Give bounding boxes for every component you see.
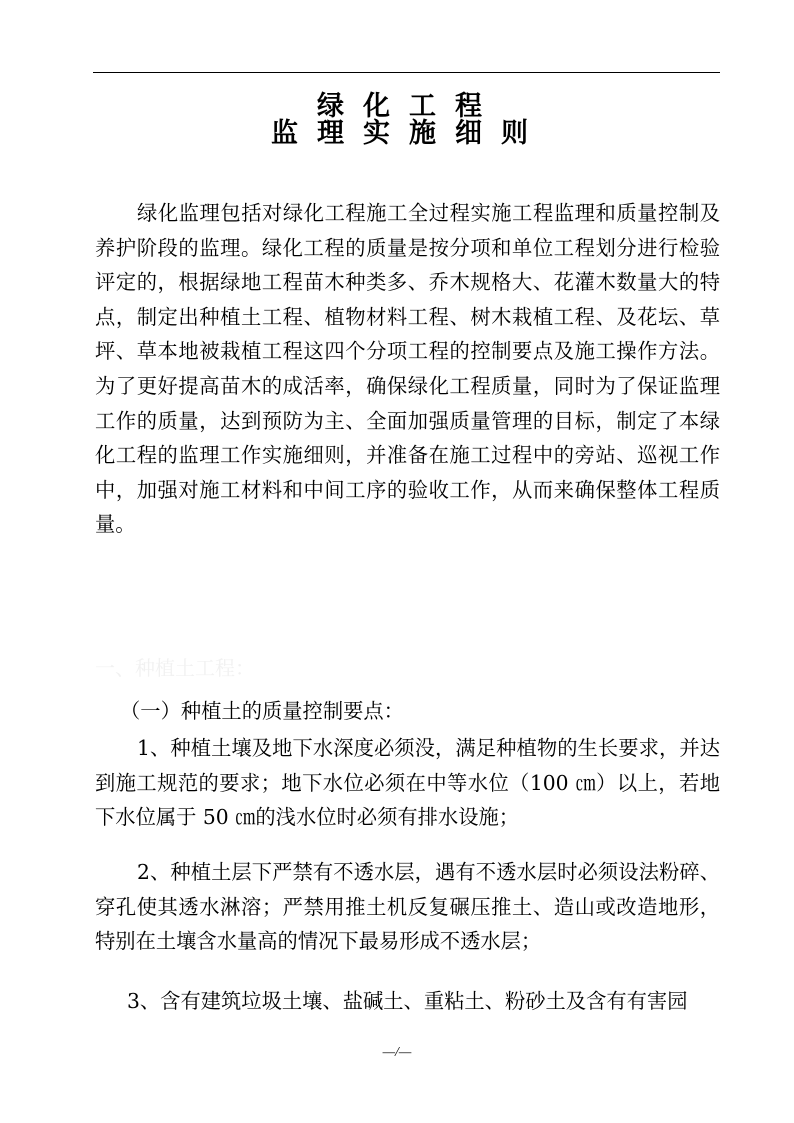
document-title-line-1: 绿化工程 [317, 91, 501, 122]
sub-heading: （一）种植土的质量控制要点： [120, 699, 404, 723]
list-item: 1、种植土壤及地下水深度必须没，满足种植物的生长要求，并达到施工规范的要求；地下水位必须在中等水位（100 ㎝）以上，若地下水位属于 50 ㎝的浅水位时必须有排水设施； [95, 736, 720, 830]
page-number: —/— [382, 1045, 412, 1060]
section-heading: 一、种植土工程： [95, 656, 255, 680]
list-item: 3、含有建筑垃圾土壤、盐碱土、重粘土、粉砂土及含有有害园 [127, 989, 688, 1013]
list-item: 2、种植土层下严禁有不透水层，遇有不透水层时必须设法粉碎、穿孔使其透水淋溶；严禁用推土机反复碾压推土、造山或改造地形，特别在土壤含水量高的情况下最易形成不透水层； [95, 860, 720, 954]
intro-paragraph: 绿化监理包括对绿化工程施工全过程实施工程监理和质量控制及养护阶段的监理。绿化工程的质量是按分项和单位工程划分进行检验评定的，根据绿地工程苗木种类多、乔木规格大、花灌木数量大的特点，制定出种植土工程、植物材料工程、树木栽植工程、及花坛、草坪、草本地被栽植工程这四个分项工程的控制要点及施工操作方法。为了更好提高苗木的成活率，确保绿化工程质量，同时为了保证监理工作的质量，达到预防为主、全面加强质量管理的目标，制定了本绿化工程的监理工作实施细则，并准备在施工过程中的旁站、巡视工作中，加强对施工材料和中间工序的验收工作，从而来确保整体工程质量。 [95, 201, 720, 537]
document-title-line-2: 监理实施细则 [271, 118, 547, 149]
header-rule [93, 72, 720, 73]
